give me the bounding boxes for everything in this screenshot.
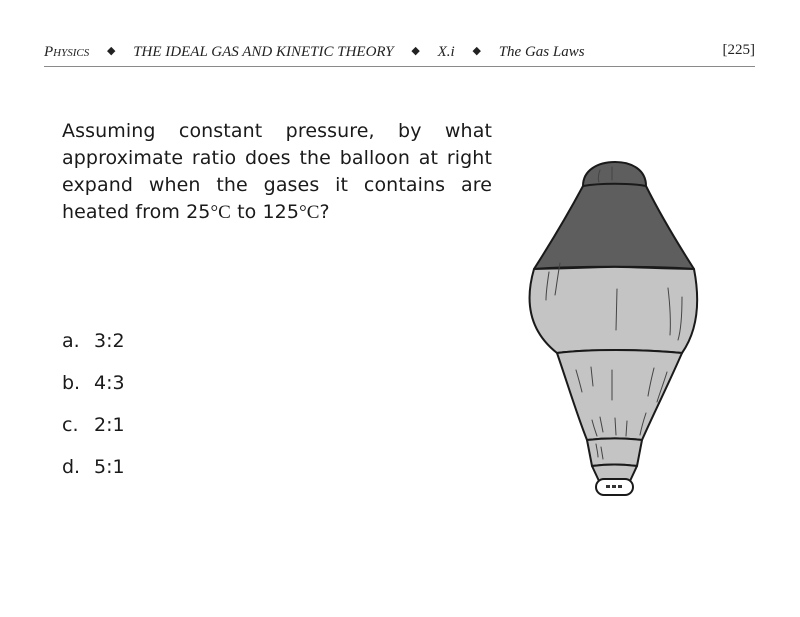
- option-c: [62, 412, 125, 454]
- question-body: Assuming constant pressure, by what approximate ratio does the balloon at right expand when the gases it contains are heated from 25: [62, 120, 492, 223]
- hot-air-balloon-illustration: [520, 155, 710, 505]
- balloon-lower-cone: [557, 350, 682, 440]
- diamond-separator-icon: ◆: [106, 45, 116, 57]
- balloon-middle-band: [530, 267, 698, 353]
- question-middle: to 125: [230, 201, 300, 223]
- unit-celsius: °C: [299, 202, 320, 223]
- option-b: [62, 370, 125, 412]
- option-letter: c.: [62, 414, 79, 436]
- breadcrumb: [44, 44, 585, 61]
- question-text: [62, 118, 492, 226]
- diamond-separator-icon: ◆: [411, 45, 420, 57]
- page-number: [225]: [722, 42, 755, 58]
- option-d: [62, 454, 125, 496]
- diamond-separator-icon: ◆: [472, 45, 481, 57]
- balloon-skirt-upper: [587, 439, 642, 467]
- option-letter: b.: [62, 372, 81, 394]
- option-a: [62, 328, 125, 370]
- breadcrumb-topic: The Gas Laws: [498, 44, 585, 60]
- option-value: 2:1: [94, 414, 125, 436]
- unit-celsius: °C: [210, 202, 231, 223]
- option-letter: a.: [62, 330, 80, 352]
- answer-options: [62, 328, 125, 496]
- option-value: 3:2: [94, 330, 125, 352]
- option-letter: d.: [62, 456, 81, 478]
- running-header: [44, 40, 755, 67]
- option-value: 5:1: [94, 456, 125, 478]
- option-value: 4:3: [94, 372, 125, 394]
- question-end: ?: [319, 201, 330, 223]
- breadcrumb-chapter: THE IDEAL GAS AND KINETIC THEORY: [133, 44, 394, 60]
- balloon-crown: [534, 162, 694, 269]
- breadcrumb-subject: Physics: [44, 44, 90, 60]
- breadcrumb-section: X.i: [437, 44, 455, 60]
